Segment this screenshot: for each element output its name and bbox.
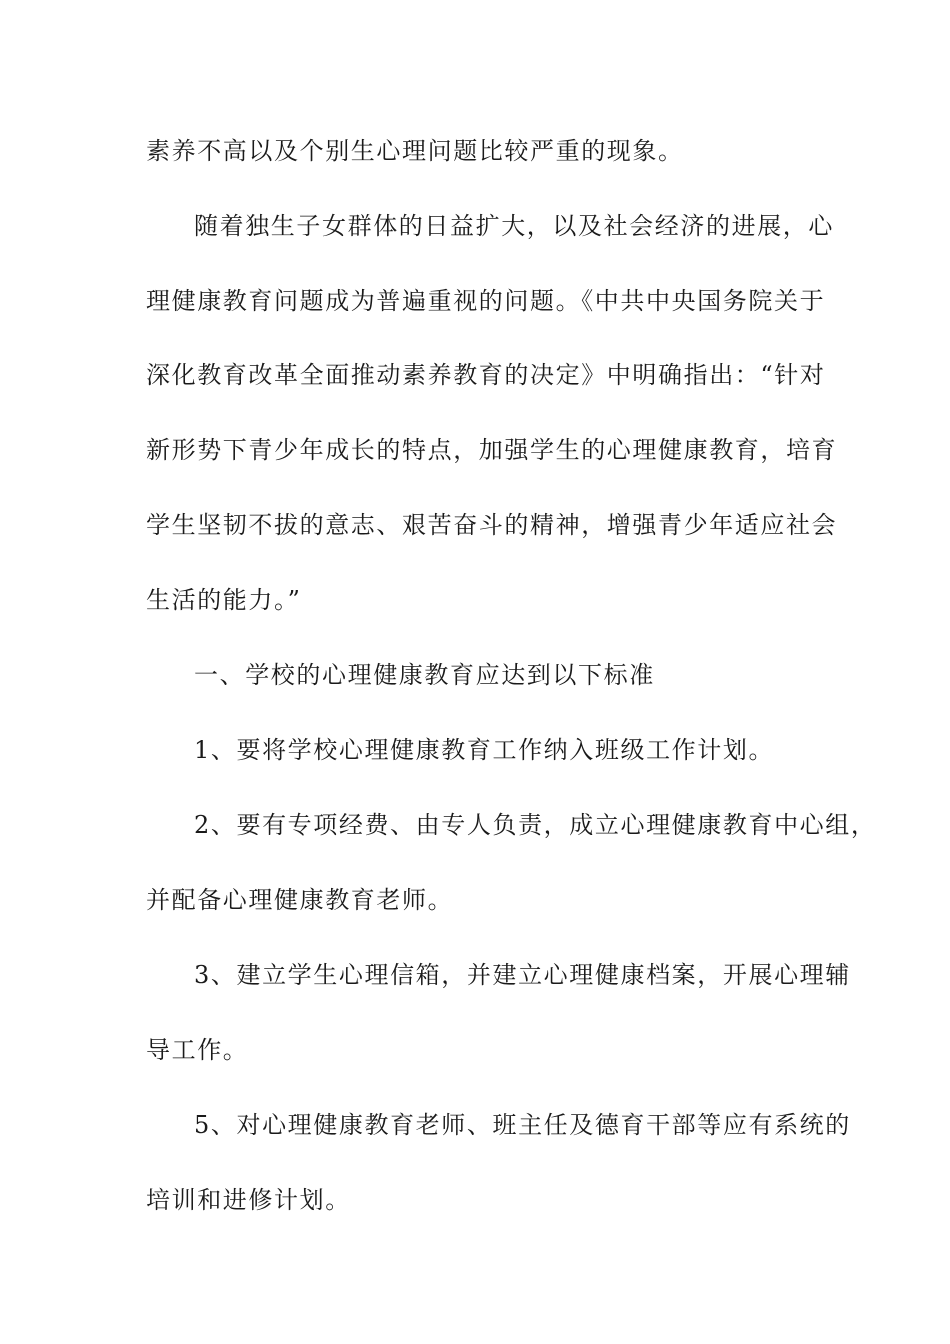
section-heading: 一、学校的心理健康教育应达到以下标准 (194, 661, 655, 689)
list-item-continuation: 并配备心理健康教育老师。 (146, 886, 454, 914)
paragraph-line: 新形势下青少年成长的特点，加强学生的心理健康教育，培育 (146, 436, 838, 464)
paragraph-line: 生活的能力。” (146, 586, 302, 614)
paragraph-line: 深化教育改革全面推动素养教育的决定》中明确指出：“针对 (146, 361, 826, 389)
list-item: 3、建立学生心理信箱，并建立心理健康档案，开展心理辅 (194, 961, 851, 989)
paragraph-line: 学生坚韧不拔的意志、艰苦奋斗的精神，增强青少年适应社会 (146, 511, 838, 539)
paragraph-line: 素养不高以及个别生心理问题比较严重的现象。 (146, 137, 684, 165)
list-item: 5、对心理健康教育老师、班主任及德育干部等应有系统的 (194, 1111, 851, 1139)
list-item: 2、要有专项经费、由专人负责，成立心理健康教育中心组， (194, 811, 877, 839)
list-item: 1、要将学校心理健康教育工作纳入班级工作计划。 (194, 736, 775, 764)
paragraph-line: 随着独生子女群体的日益扩大，以及社会经济的进展，心 (194, 212, 834, 240)
paragraph-line: 理健康教育问题成为普遍重视的问题。《中共中央国务院关于 (146, 287, 826, 315)
list-item-continuation: 导工作。 (146, 1036, 249, 1064)
list-item-continuation: 培训和进修计划。 (146, 1186, 351, 1214)
